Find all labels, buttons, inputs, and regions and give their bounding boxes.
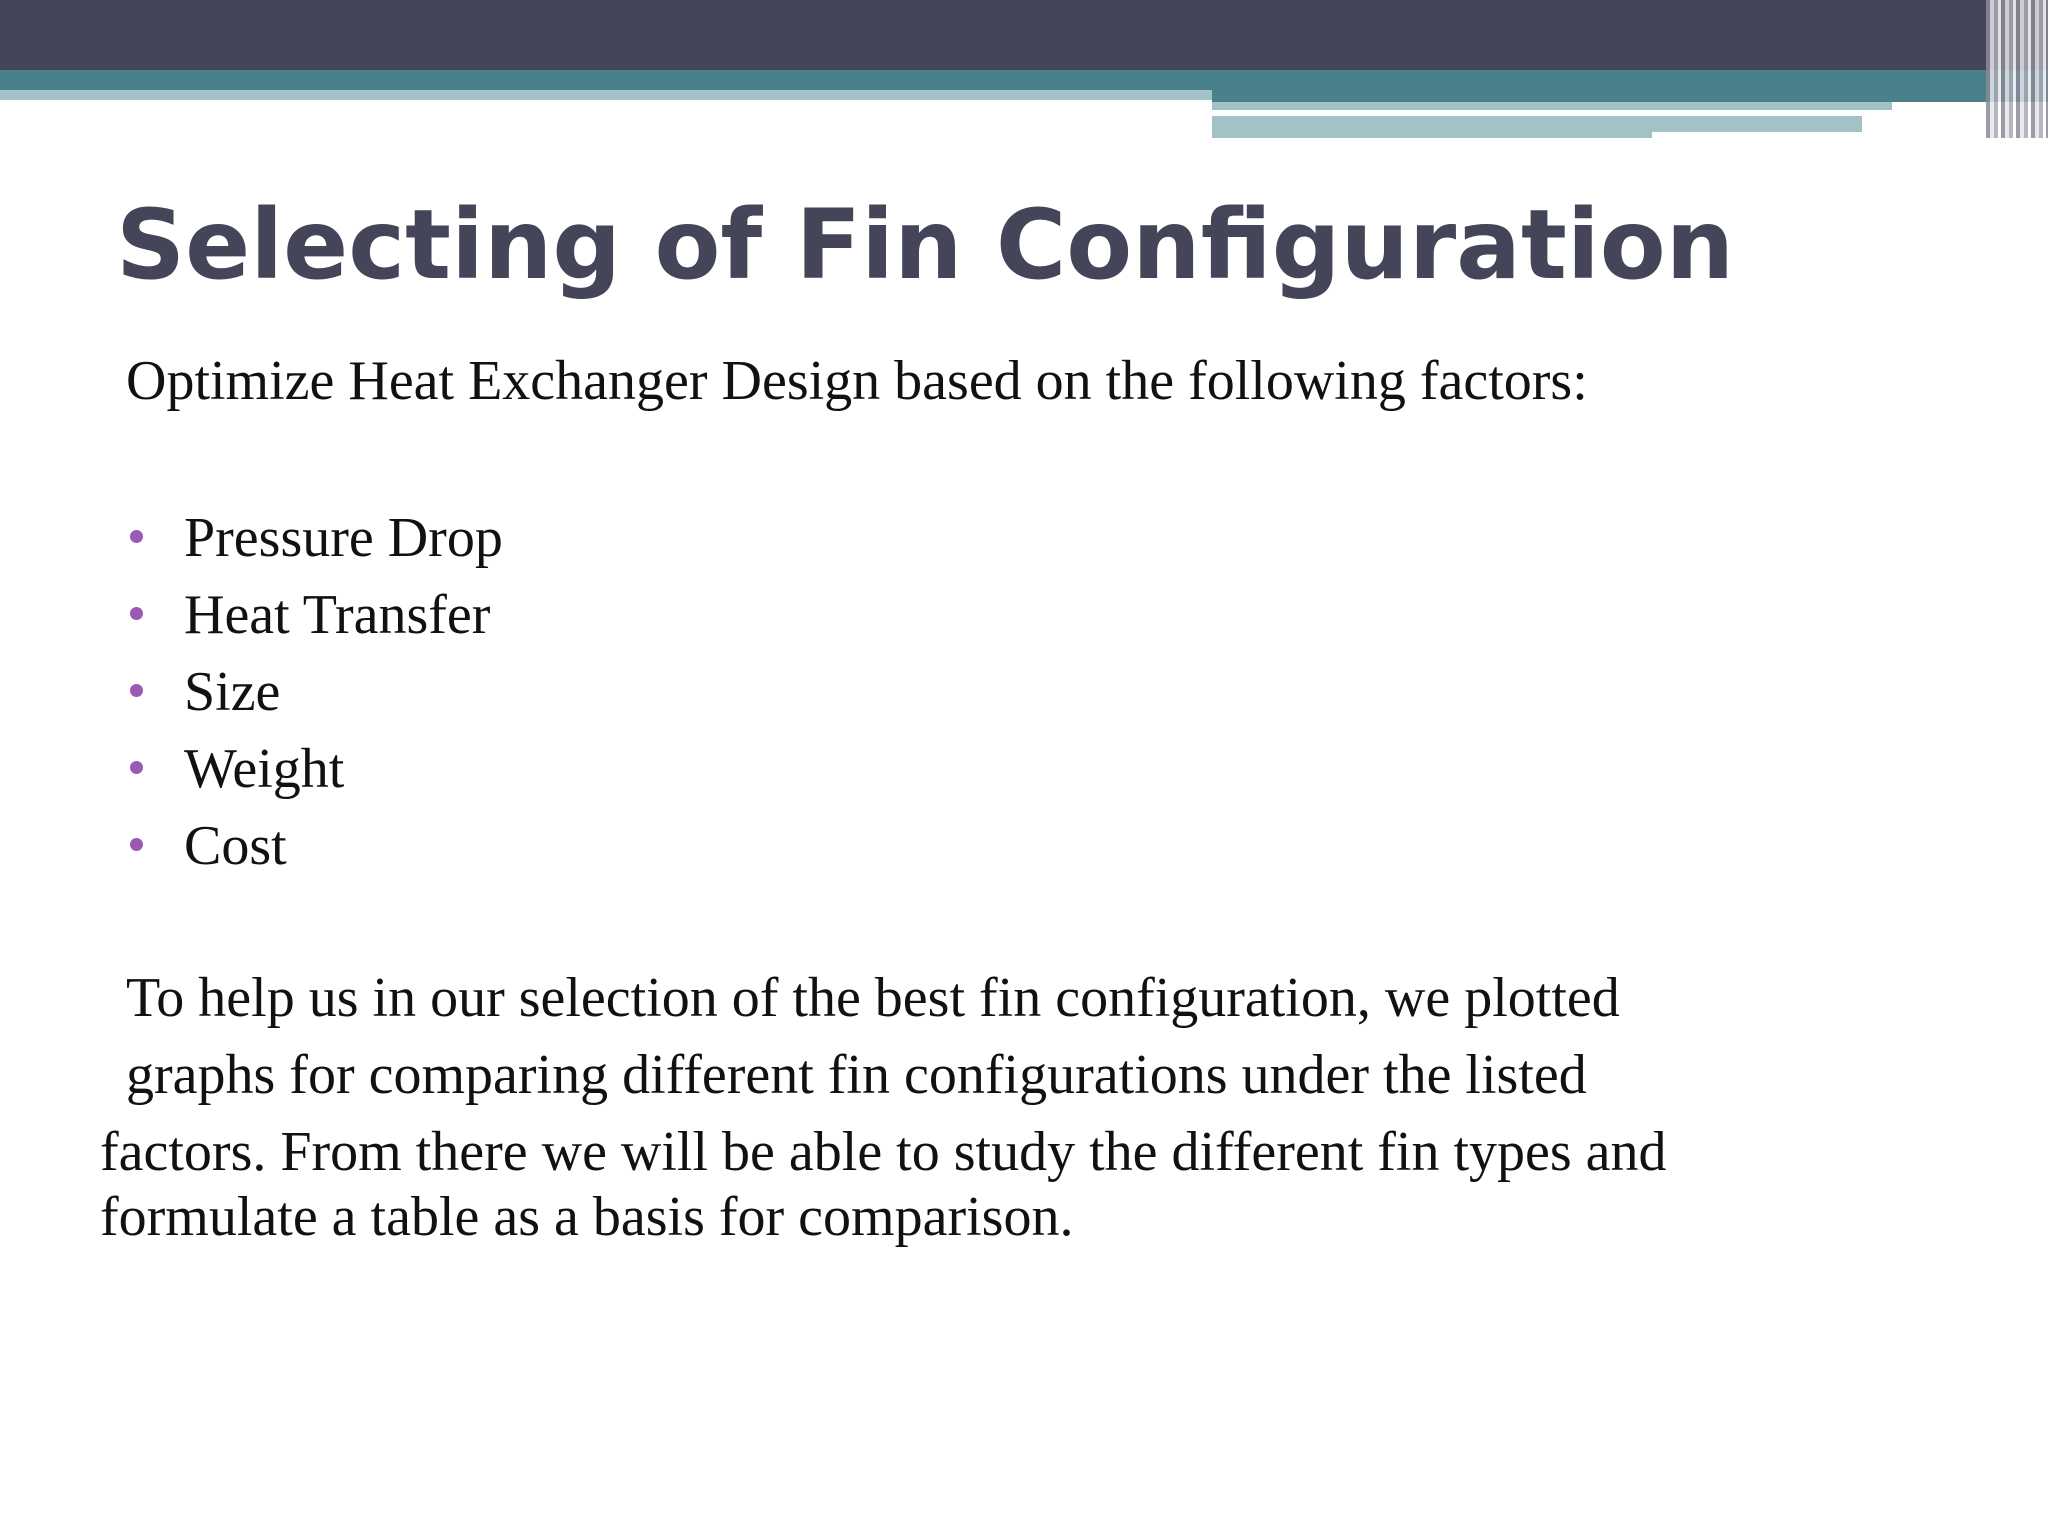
factor-item-weight [126,731,503,808]
factor-item-size [126,654,503,731]
factor-label: Pressure Drop [184,507,503,569]
header-band-light-right-lower [1212,116,1652,138]
header-band-dark [0,0,2048,70]
factor-label: Size [184,661,281,723]
header-band-teal-right [1212,90,2048,102]
bullet-icon [130,761,143,774]
factor-label: Cost [184,815,287,877]
header-band-teal [0,70,2048,90]
factor-item-cost [126,808,503,885]
bullet-icon [130,838,143,851]
header-stripes [1986,0,2048,138]
factor-item-heat-transfer [126,577,503,654]
factor-item-pressure-drop [126,500,503,577]
conclusion-line: factors. From there we will be able to study the different fin types and [100,1121,1667,1183]
intro-text: Optimize Heat Exchanger Design based on the following factors: [126,350,1588,412]
conclusion-line: To help us in our selection of the best fin configuration, we plotted [126,967,1620,1029]
header-band-light-right-tail [1652,116,1862,132]
factor-label: Weight [184,738,345,800]
bullet-icon [130,684,143,697]
header-band-light-left [0,90,1212,100]
slide-title: Selecting of Fin Configuration [116,189,1735,301]
bullet-icon [130,530,143,543]
header-band-light-right [1212,102,1892,110]
factor-label: Heat Transfer [184,584,491,646]
conclusion-paragraph [100,960,1667,1252]
conclusion-line: formulate a table as a basis for comparison. [100,1186,1074,1248]
conclusion-line: graphs for comparing different fin configurations under the listed [126,1044,1587,1106]
bullet-icon [130,607,143,620]
factor-list [126,500,503,885]
